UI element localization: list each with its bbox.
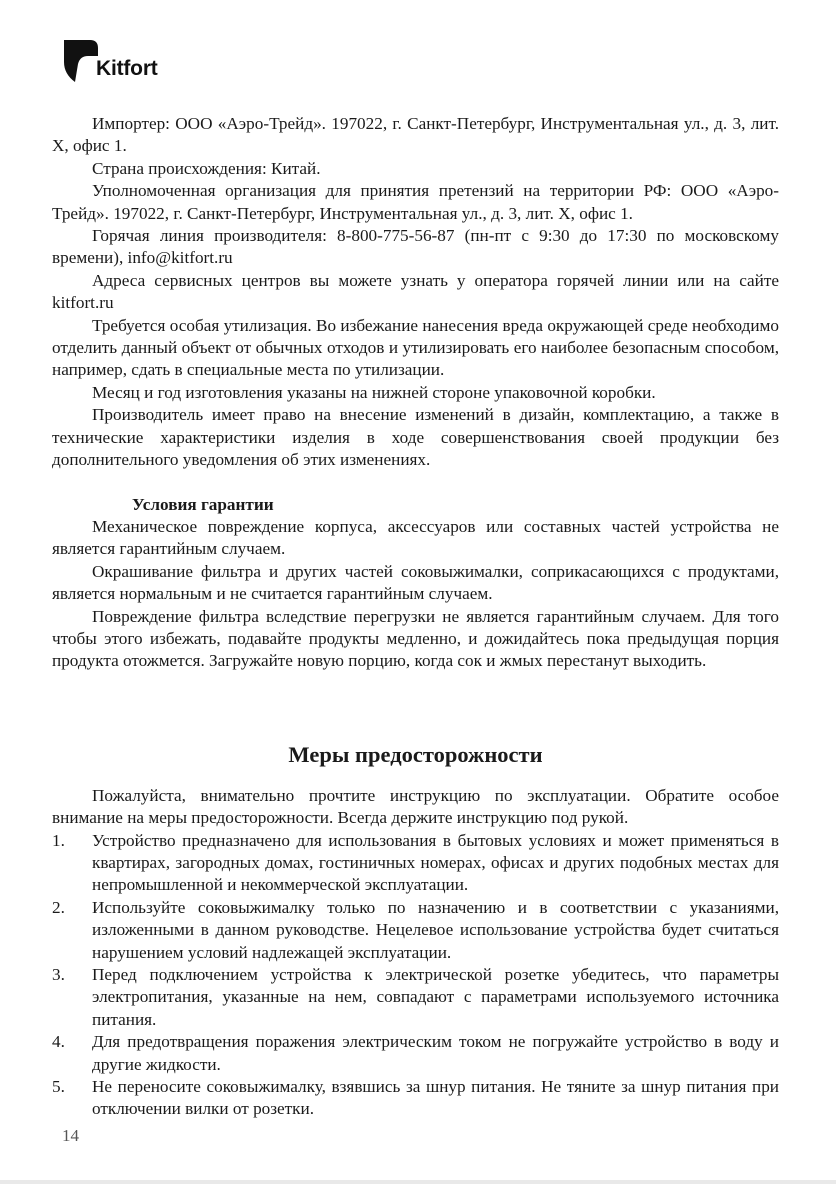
page-number: 14 bbox=[62, 1126, 79, 1145]
service-centers-paragraph: Адреса сервисных центров вы можете узнать у оператора горячей линии или на сайте kitfort.ru bbox=[52, 270, 779, 313]
item-number: 3. bbox=[52, 965, 65, 984]
item-text: Используйте соковыжималку только по назначению и в соответствии с указаниями, изложенными в данном руководстве. Нецелевое использование устройства будет считаться нарушением условий надлежащей эксплуатации. bbox=[92, 897, 779, 962]
item-text: Не переносите соковыжималку, взявшись за шнур питания. Не тяните за шнур питания при отключении вилки от розетки. bbox=[92, 1077, 779, 1119]
bottom-divider bbox=[0, 1180, 836, 1184]
list-item bbox=[52, 1031, 779, 1076]
changes-paragraph: Производитель имеет право на внесение изменений в дизайн, комплектацию, а также в технические характеристики изделия в ходе совершенствования своей продукции без дополнительного уведомления об этих изменениях. bbox=[52, 405, 779, 470]
item-text: Для предотвращения поражения электрическим током не погружайте устройство в воду и другие жидкости. bbox=[92, 1032, 779, 1074]
brand-name: Kitfort bbox=[96, 57, 158, 80]
origin-paragraph: Страна происхождения: Китай. bbox=[92, 158, 321, 178]
item-number: 1. bbox=[52, 830, 65, 850]
warranty-paragraph: Повреждение фильтра вследствие перегрузки не является гарантийным случаем. Для того чтобы этого избежать, подавайте продукты медленно, и дожидайтесь пока предыдущая порция продукта отожмется. Загружайте новую порцию, когда сок и жмых перестанут выходить. bbox=[52, 606, 779, 671]
list-item bbox=[52, 830, 779, 897]
warranty-title: Условия гарантии bbox=[132, 494, 274, 514]
safety-heading: Меры предосторожности bbox=[288, 741, 543, 767]
brand-logo bbox=[64, 40, 158, 82]
item-number: 2. bbox=[52, 897, 65, 917]
disposal-paragraph: Требуется особая утилизация. Во избежание нанесения вреда окружающей среде необходимо отделить данный объект от обычных отходов и утилизировать его наиболее безопасным способом, например, сдать в специальные места по утилизации. bbox=[52, 315, 779, 380]
manufacture-date-paragraph: Месяц и год изготовления указаны на нижней стороне упаковочной коробки. bbox=[92, 382, 656, 402]
list-item bbox=[52, 1076, 779, 1121]
item-text: Перед подключением устройства к электрической розетке убедитесь, что параметры электропитания, указанные на нем, совпадают с параметрами используемого источника питания. bbox=[92, 965, 779, 1029]
warranty-paragraph: Окрашивание фильтра и других частей соковыжималки, соприкасающихся с продуктами, является нормальным и не считается гарантийным случаем. bbox=[52, 561, 779, 604]
list-item bbox=[52, 964, 779, 1031]
safety-intro: Пожалуйста, внимательно прочтите инструкцию по эксплуатации. Обратите особое внимание на меры предосторожности. Всегда держите инструкцию под рукой. bbox=[52, 785, 779, 828]
item-number: 4. bbox=[52, 1032, 65, 1052]
hotline-paragraph: Горячая линия производителя: 8-800-775-56-87 (пн-пт с 9:30 до 17:30 по московскому времени), info@kitfort.ru bbox=[52, 226, 779, 268]
warranty-paragraph: Механическое повреждение корпуса, аксессуаров или составных частей устройства не является гарантийным случаем. bbox=[52, 516, 779, 559]
item-text: Устройство предназначено для использования в бытовых условиях и может применяться в квартирах, загородных домах, гостиничных номерах, офисах и других подобных местах для непромышленной и некоммерческой эксплуатации. bbox=[92, 830, 779, 895]
authorized-org-paragraph: Уполномоченная организация для принятия претензий на территории РФ: ООО «Аэро-Трейд». 197022, г. Санкт-Петербург, Инструментальная ул., д. 3, лит. Х, офис 1. bbox=[52, 181, 779, 223]
importer-paragraph: Импортер: ООО «Аэро-Трейд». 197022, г. Санкт-Петербург, Инструментальная ул., д. 3, лит. Х, офис 1. bbox=[52, 114, 779, 156]
safety-rules-list bbox=[52, 830, 779, 1121]
page-content bbox=[52, 113, 779, 1121]
item-number: 5. bbox=[52, 1077, 65, 1097]
list-item bbox=[52, 897, 779, 964]
